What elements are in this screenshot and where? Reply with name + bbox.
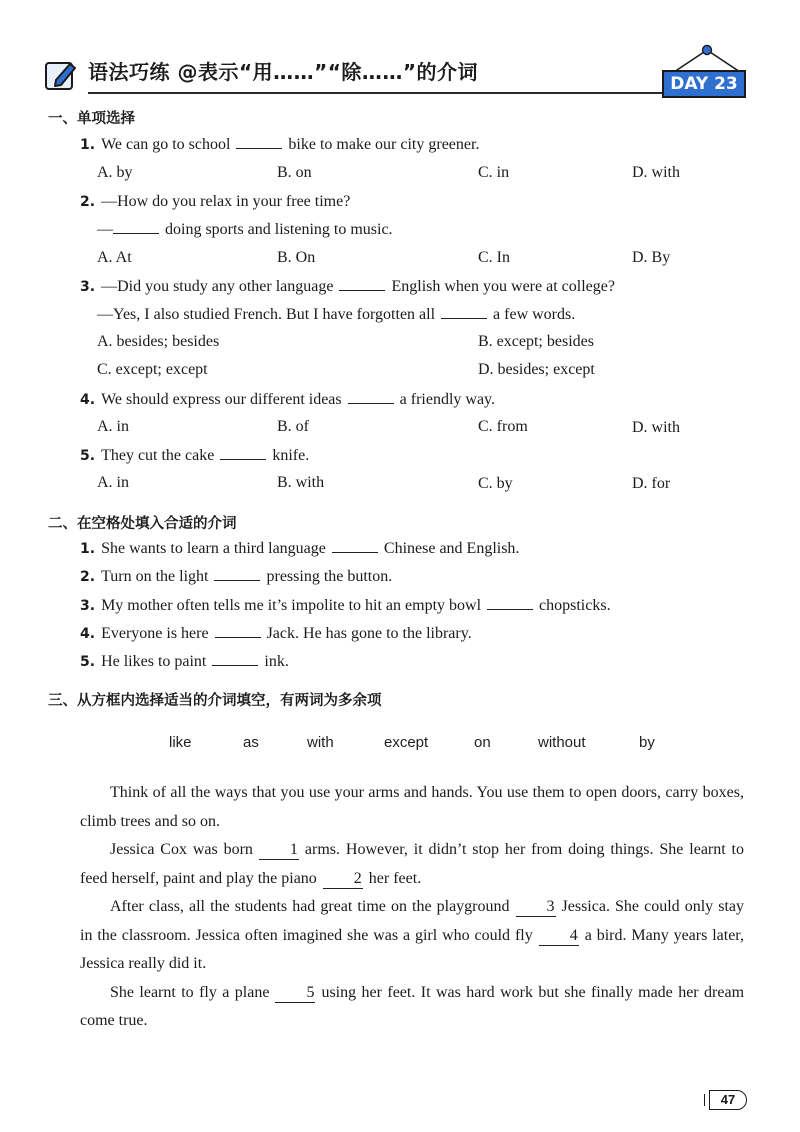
section-3-title: 三、从方框内选择适当的介词填空，有两词为多余项 bbox=[48, 693, 382, 709]
question-2: 2. —How do you relax in your free time? bbox=[80, 193, 351, 210]
option-b[interactable]: B. on bbox=[277, 164, 312, 181]
answer-blank[interactable] bbox=[332, 539, 378, 553]
answer-blank[interactable] bbox=[113, 220, 159, 234]
option-c[interactable]: C. In bbox=[478, 249, 510, 266]
fill-item-1: 1. She wants to learn a third language Chinese and English. bbox=[80, 540, 520, 557]
passage-paragraph-2: Jessica Cox was born 1 arms. However, it didn’t stop her from doing things. She learnt to feed herself, paint and play the piano 2 her feet. bbox=[80, 841, 745, 887]
answer-blank[interactable] bbox=[236, 135, 282, 149]
fill-item-4: 4. Everyone is here Jack. He has gone to the library. bbox=[80, 625, 472, 642]
option-d[interactable]: D. for bbox=[632, 475, 671, 492]
fill-item-3: 3. My mother often tells me it’s impolite to hit an empty bowl chopsticks. bbox=[80, 597, 611, 614]
answer-blank[interactable] bbox=[220, 446, 266, 460]
word-bank-item: without bbox=[538, 734, 586, 751]
answer-blank[interactable] bbox=[339, 277, 385, 291]
answer-blank[interactable] bbox=[487, 596, 533, 610]
question-4: 4. We should express our different ideas a friendly way. bbox=[80, 391, 496, 408]
question-2-line-2: — doing sports and listening to music. bbox=[97, 221, 393, 238]
question-5: 5. They cut the cake knife. bbox=[80, 447, 310, 464]
word-bank-item: with bbox=[307, 734, 334, 751]
page-number: 47 bbox=[709, 1090, 747, 1110]
section-1-title: 一、单项选择 bbox=[48, 111, 135, 127]
fill-item-2: 2. Turn on the light pressing the button. bbox=[80, 568, 393, 585]
question-1: 1. We can go to school bike to make our city greener. bbox=[80, 136, 480, 153]
question-3-line-2: —Yes, I also studied French. But I have forgotten all a few words. bbox=[97, 306, 576, 323]
numbered-blank[interactable]: 2 bbox=[323, 870, 363, 889]
answer-blank[interactable] bbox=[348, 390, 394, 404]
answer-blank[interactable] bbox=[215, 624, 261, 638]
page-header bbox=[44, 52, 744, 102]
option-d[interactable]: D. besides; except bbox=[478, 361, 595, 378]
passage bbox=[80, 779, 744, 1036]
option-b[interactable]: B. with bbox=[277, 474, 325, 491]
answer-blank[interactable] bbox=[214, 567, 260, 581]
page-title: 语法巧练 @表示“用……”“除……”的介词 bbox=[88, 60, 479, 84]
option-a[interactable]: A. besides; besides bbox=[97, 333, 220, 350]
option-a[interactable]: A. in bbox=[97, 474, 129, 491]
option-a[interactable]: A. At bbox=[97, 249, 132, 266]
option-b[interactable]: B. of bbox=[277, 418, 309, 435]
option-d[interactable]: D. with bbox=[632, 164, 680, 181]
word-bank bbox=[0, 734, 800, 758]
day-label: DAY 23 bbox=[662, 70, 746, 98]
option-b[interactable]: B. except; besides bbox=[478, 333, 594, 350]
numbered-blank[interactable]: 1 bbox=[259, 841, 299, 860]
answer-blank[interactable] bbox=[212, 652, 258, 666]
option-c[interactable]: C. from bbox=[478, 418, 528, 435]
option-d[interactable]: D. with bbox=[632, 419, 680, 436]
option-b[interactable]: B. On bbox=[277, 249, 316, 266]
section-2-title: 二、在空格处填入合适的介词 bbox=[48, 516, 237, 532]
day-tag bbox=[652, 44, 746, 102]
option-c[interactable]: C. by bbox=[478, 475, 513, 492]
option-c[interactable]: C. except; except bbox=[97, 361, 208, 378]
numbered-blank[interactable]: 5 bbox=[275, 984, 315, 1003]
passage-paragraph-3: After class, all the students had great time on the playground 3 Jessica. She could only stay in the classroom. Jessica often imagined she was a girl who could fly 4 a bird. Many years later, Jessica really did it. bbox=[80, 898, 745, 972]
passage-paragraph-4: She learnt to fly a plane 5 using her feet. It was hard work but she finally made her dream come true. bbox=[80, 983, 745, 1029]
pencil-note-icon bbox=[44, 58, 78, 92]
option-c[interactable]: C. in bbox=[478, 164, 510, 181]
word-bank-item: on bbox=[474, 734, 491, 751]
numbered-blank[interactable]: 4 bbox=[539, 927, 579, 946]
word-bank-item: as bbox=[243, 734, 259, 751]
word-bank-item: by bbox=[639, 734, 655, 751]
option-a[interactable]: A. by bbox=[97, 164, 133, 181]
option-d[interactable]: D. By bbox=[632, 249, 671, 266]
fill-item-5: 5. He likes to paint ink. bbox=[80, 653, 289, 670]
option-a[interactable]: A. in bbox=[97, 418, 129, 435]
header-rule bbox=[88, 92, 676, 94]
question-3: 3. —Did you study any other language English when you were at college? bbox=[80, 278, 615, 295]
word-bank-item: except bbox=[384, 734, 429, 751]
passage-paragraph-1: Think of all the ways that you use your arms and hands. You use them to open doors, carry boxes, climb trees and so on. bbox=[80, 784, 744, 830]
numbered-blank[interactable]: 3 bbox=[516, 898, 556, 917]
word-bank-item: like bbox=[169, 734, 192, 751]
answer-blank[interactable] bbox=[441, 305, 487, 319]
